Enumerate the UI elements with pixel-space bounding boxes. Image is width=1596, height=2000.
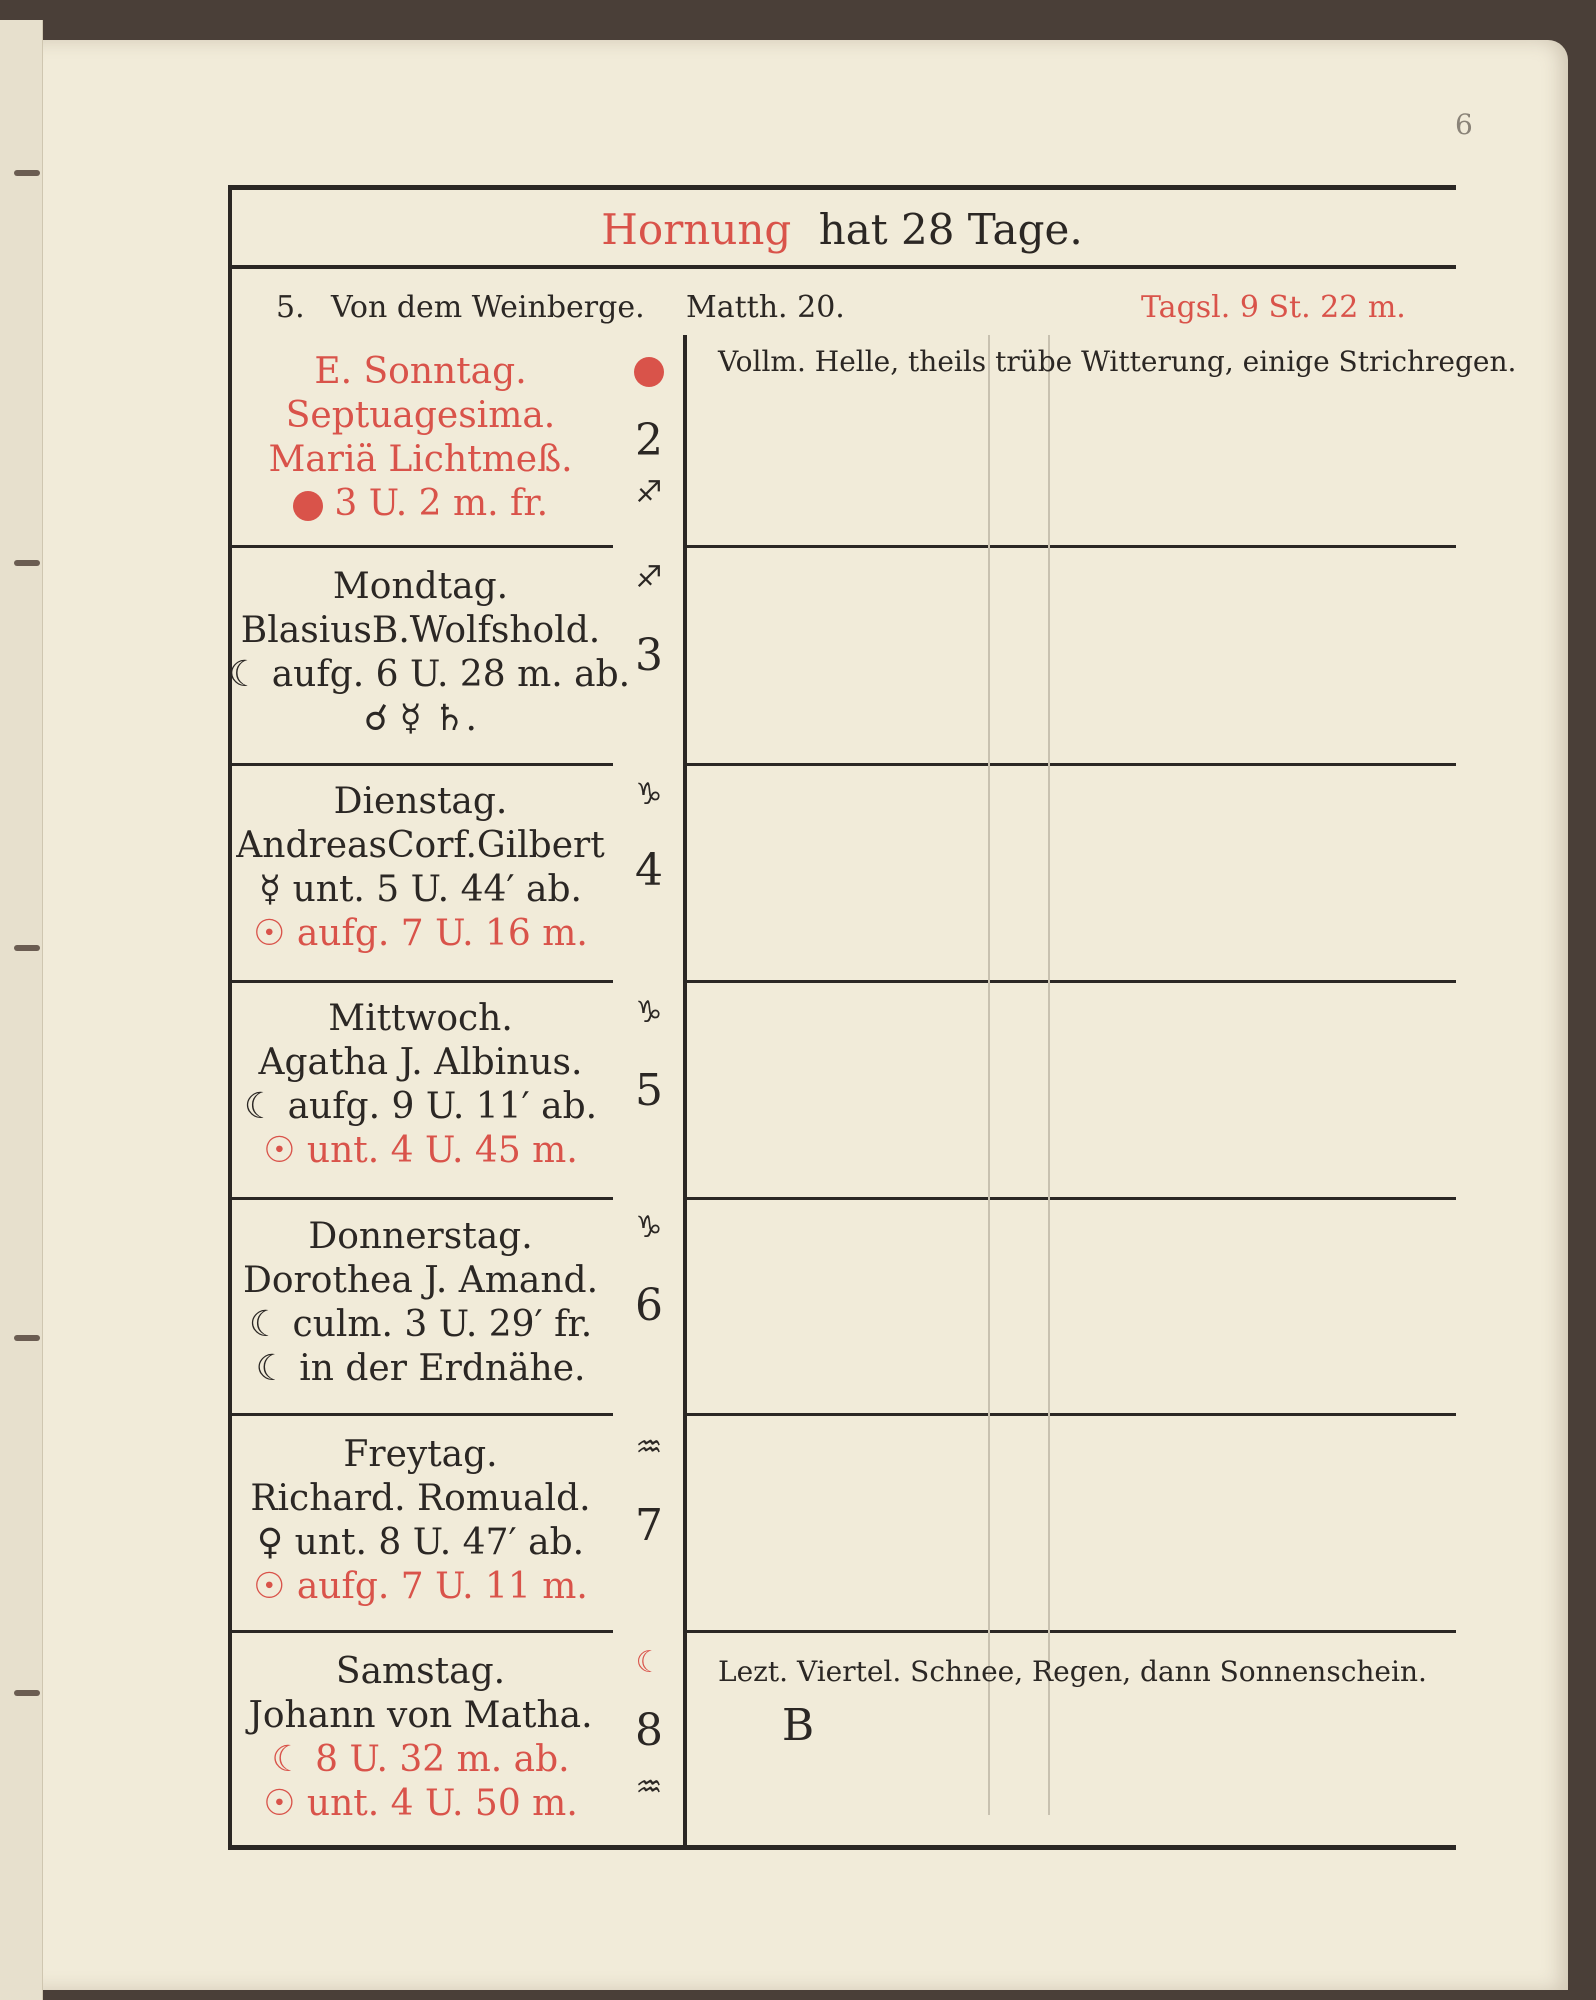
day-sun: ☉ unt. 4 U. 50 m. — [263, 1783, 578, 1824]
bleed-through-rule — [1048, 335, 1050, 1815]
row-rule — [228, 1197, 613, 1200]
row-rule — [228, 980, 613, 983]
day-feast: Mariä Lichtmeß. — [268, 439, 573, 480]
full-moon-icon — [613, 353, 685, 388]
day-astro: ☿ unt. 5 U. 44′ ab. — [259, 869, 582, 910]
day-saint: Agatha J. Albinus. — [258, 1042, 583, 1083]
day-entry — [228, 565, 631, 741]
month-title — [228, 205, 1456, 254]
row-rule — [228, 1413, 613, 1416]
day-entry — [228, 1215, 613, 1391]
day-name: Donnerstag. — [308, 1216, 533, 1257]
day-name: E. Sonntag. — [314, 351, 527, 392]
day-entry — [228, 1433, 613, 1609]
day-name: Mittwoch. — [328, 998, 513, 1039]
rule-top — [228, 185, 1456, 190]
binding-stitch — [14, 945, 40, 951]
day-name: Dienstag. — [333, 781, 508, 822]
day-number: 2 — [635, 415, 663, 466]
day-sun: ☉ aufg. 7 U. 11 m. — [253, 1566, 588, 1607]
day-number: 8 — [635, 1705, 663, 1756]
rule-bottom — [228, 1845, 1456, 1850]
day-number: 7 — [635, 1500, 663, 1551]
calendar-table — [228, 185, 1517, 1880]
day-moon: ☾ 8 U. 32 m. ab. — [271, 1739, 570, 1780]
day-name: Samstag. — [335, 1651, 506, 1692]
day-number: 3 — [635, 630, 663, 681]
zodiac-icon: ♑︎ — [635, 1210, 663, 1245]
day-sun: ☉ aufg. 7 U. 16 m. — [253, 913, 588, 954]
signature-mark: B — [781, 1700, 815, 1751]
weather-note: Lezt. Viertel. Schnee, Regen, dann Sonnenschein. — [718, 1655, 1427, 1688]
month-rest: hat 28 Tage. — [818, 205, 1083, 254]
day-saint: AndreasCorf.Gilbert — [236, 825, 605, 866]
day-name: Mondtag. — [332, 566, 509, 607]
month-name: Hornung — [601, 205, 792, 254]
zodiac-icon: ♐︎ — [635, 560, 663, 595]
zodiac-icon: ♐︎ — [635, 475, 663, 510]
zodiac-icon: ♒︎ — [635, 1770, 663, 1805]
day-saint: Dorothea J. Amand. — [242, 1260, 599, 1301]
gospel-text: Von dem Weinberge. — [331, 290, 645, 325]
bleed-through-rule — [988, 335, 990, 1815]
day-number: 5 — [635, 1065, 663, 1116]
day-entry — [228, 780, 613, 956]
day-saint: Johann von Matha. — [248, 1695, 593, 1736]
gospel-ref: Matth. 20. — [686, 290, 845, 325]
row-rule — [228, 1630, 613, 1633]
day-saint: BlasiusB.Wolfshold. — [240, 610, 601, 651]
day-name: Freytag. — [343, 1434, 498, 1475]
row-rule — [687, 1413, 1456, 1416]
page-number: 6 — [1455, 108, 1473, 141]
astro-text: 3 U. 2 m. fr. — [334, 483, 549, 524]
binding-stitch — [14, 1335, 40, 1341]
zodiac-icon: ♑︎ — [635, 995, 663, 1030]
day-astro: ☾ aufg. 6 U. 28 m. ab. — [228, 654, 631, 695]
day-aspect: ☌ ☿ ♄. — [364, 698, 477, 739]
day-number: 6 — [635, 1280, 663, 1331]
zodiac-icon: ♒︎ — [635, 1430, 663, 1465]
binding-stitch — [14, 1690, 40, 1696]
weather-note: Vollm. Helle, theils trübe Witterung, einige Strichregen. — [718, 345, 1517, 378]
day-astro: ☾ aufg. 9 U. 11′ ab. — [243, 1086, 598, 1127]
binding-stitch — [14, 560, 40, 566]
day-saint: Richard. Romuald. — [250, 1478, 591, 1519]
day-astro: ♀ unt. 8 U. 47′ ab. — [256, 1522, 585, 1563]
binding-stitch — [14, 170, 40, 176]
gospel-number: 5. — [276, 290, 305, 325]
moon-phase-icon: ☾ — [635, 1645, 663, 1680]
day-length: Tagsl. 9 St. 22 m. — [1141, 290, 1406, 325]
row-rule — [687, 1630, 1456, 1633]
day-moon-note: ☾ in der Erdnähe. — [255, 1348, 586, 1389]
full-moon-icon — [293, 491, 323, 521]
row-rule — [228, 763, 613, 766]
row-rule — [687, 980, 1456, 983]
row-rule — [687, 763, 1456, 766]
rule-under-title — [228, 265, 1456, 269]
day-saint: Septuagesima. — [285, 395, 556, 436]
day-astro — [228, 482, 613, 526]
day-entry — [228, 997, 613, 1173]
zodiac-icon: ♑︎ — [635, 777, 663, 812]
row-rule — [687, 1197, 1456, 1200]
day-number: 4 — [635, 845, 663, 896]
row-rule — [687, 545, 1456, 548]
day-astro: ☾ culm. 3 U. 29′ fr. — [248, 1304, 593, 1345]
row-rule — [228, 545, 613, 548]
day-entry — [228, 350, 613, 526]
day-sun: ☉ unt. 4 U. 45 m. — [263, 1130, 578, 1171]
